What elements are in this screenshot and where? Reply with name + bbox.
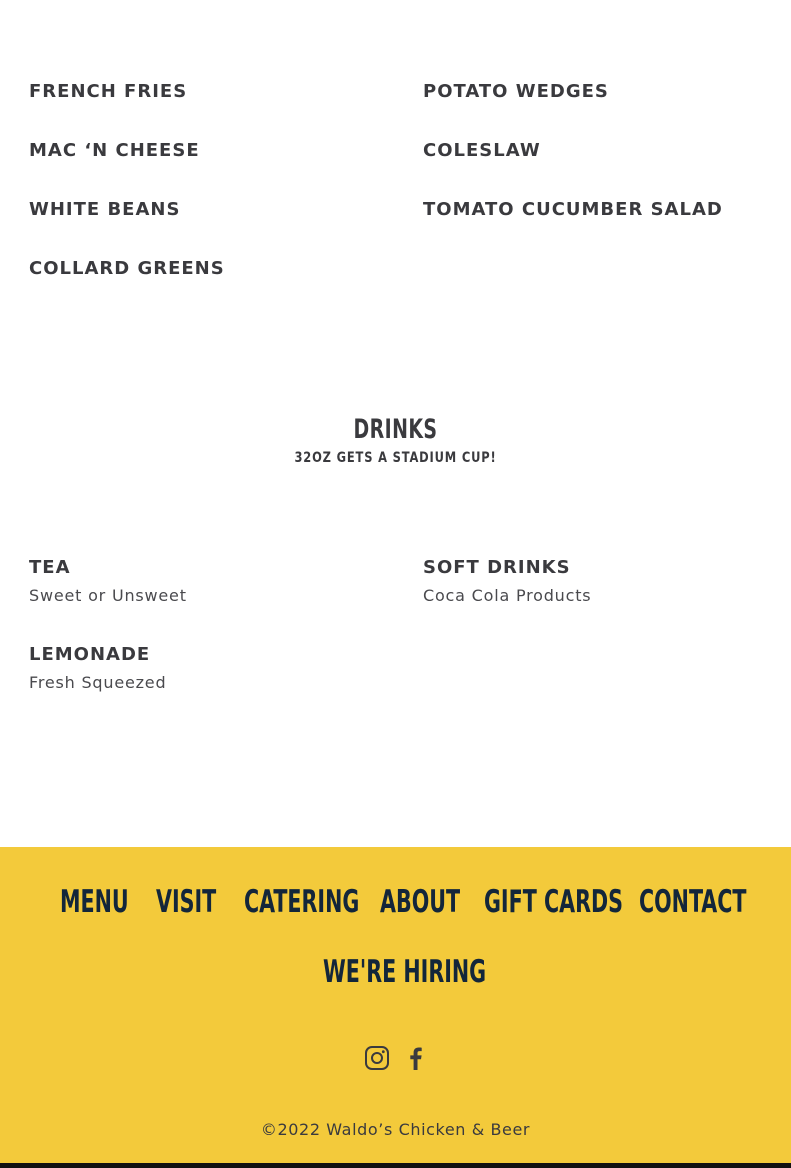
drinks-title: DRINKS: [353, 414, 438, 445]
copyright-text: ©2022 Waldo’s Chicken & Beer: [260, 1120, 531, 1139]
side-item-tomato-cucumber-salad: TOMATO CUCUMBER SALAD: [423, 199, 723, 220]
footer-nav-were-hiring[interactable]: WE'RE HIRING: [323, 954, 487, 990]
side-item-collard-greens: COLLARD GREENS: [29, 258, 225, 279]
side-item-coleslaw: COLESLAW: [423, 140, 541, 161]
facebook-icon[interactable]: [403, 1045, 429, 1071]
footer-nav-visit[interactable]: VISIT: [156, 884, 217, 920]
side-item-mac-n-cheese: MAC ‘N CHEESE: [29, 140, 200, 161]
drink-description-lemonade: Fresh Squeezed: [29, 673, 167, 692]
footer-nav-gift-cards[interactable]: GIFT CARDS: [484, 884, 623, 920]
drink-name-tea: TEA: [29, 557, 71, 578]
footer-nav-menu[interactable]: MENU: [60, 884, 129, 920]
instagram-icon[interactable]: [364, 1045, 390, 1071]
site-footer: [0, 847, 791, 1163]
side-item-french-fries: FRENCH FRIES: [29, 81, 188, 102]
side-item-white-beans: WHITE BEANS: [29, 199, 181, 220]
drink-name-lemonade: LEMONADE: [29, 644, 151, 665]
footer-nav-about[interactable]: ABOUT: [380, 884, 461, 920]
drink-description-tea: Sweet or Unsweet: [29, 586, 187, 605]
drink-name-soft-drinks: SOFT DRINKS: [423, 557, 571, 578]
drinks-subtitle: 32OZ GETS A STADIUM CUP!: [294, 450, 497, 466]
drink-description-soft-drinks: Coca Cola Products: [423, 586, 592, 605]
footer-bottom-bar: [0, 1163, 791, 1168]
footer-nav-catering[interactable]: CATERING: [244, 884, 360, 920]
side-item-potato-wedges: POTATO WEDGES: [423, 81, 609, 102]
footer-nav-contact[interactable]: CONTACT: [639, 884, 747, 920]
